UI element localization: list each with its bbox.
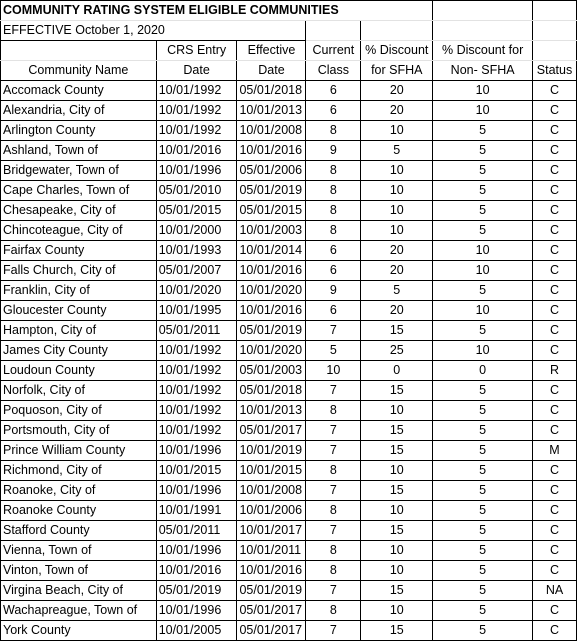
discount-non-sfha-cell: 5 bbox=[433, 201, 533, 221]
community-name-cell: Chesapeake, City of bbox=[1, 201, 157, 221]
current-class-cell: 5 bbox=[306, 341, 361, 361]
table-row bbox=[1, 581, 577, 601]
status-cell: C bbox=[533, 321, 577, 341]
discount-non-sfha-cell: 5 bbox=[433, 561, 533, 581]
effective-date-cell: 05/01/2017 bbox=[237, 621, 306, 641]
status-cell: C bbox=[533, 481, 577, 501]
effective-date-cell: 10/01/2020 bbox=[237, 341, 306, 361]
discount-non-sfha-cell: 10 bbox=[433, 301, 533, 321]
table-row bbox=[1, 161, 577, 181]
current-class-cell: 7 bbox=[306, 421, 361, 441]
discount-sfha-cell: 20 bbox=[361, 81, 433, 101]
discount-non-sfha-cell: 5 bbox=[433, 401, 533, 421]
discount-non-sfha-cell: 5 bbox=[433, 521, 533, 541]
crs-entry-date-cell: 10/01/1992 bbox=[156, 421, 237, 441]
discount-sfha-cell: 15 bbox=[361, 441, 433, 461]
table-row bbox=[1, 221, 577, 241]
effective-row-empty-cell bbox=[533, 21, 577, 41]
community-name-cell: Roanoke, City of bbox=[1, 481, 157, 501]
current-class-cell: 8 bbox=[306, 601, 361, 621]
table-row bbox=[1, 301, 577, 321]
crs-entry-date-cell: 10/01/2016 bbox=[156, 141, 237, 161]
community-name-cell: Vienna, Town of bbox=[1, 541, 157, 561]
header-community-name-line1 bbox=[1, 41, 157, 61]
discount-sfha-cell: 15 bbox=[361, 581, 433, 601]
table-row bbox=[1, 561, 577, 581]
current-class-cell: 9 bbox=[306, 281, 361, 301]
discount-sfha-cell: 10 bbox=[361, 181, 433, 201]
table-row bbox=[1, 341, 577, 361]
community-name-cell: Fairfax County bbox=[1, 241, 157, 261]
discount-sfha-cell: 20 bbox=[361, 261, 433, 281]
header-status-line1 bbox=[533, 41, 577, 61]
effective-date-cell: 10/01/2011 bbox=[237, 541, 306, 561]
status-cell: C bbox=[533, 401, 577, 421]
table-row bbox=[1, 261, 577, 281]
effective-date-text: EFFECTIVE October 1, 2020 bbox=[1, 21, 306, 41]
current-class-cell: 7 bbox=[306, 481, 361, 501]
status-cell: C bbox=[533, 341, 577, 361]
effective-date-cell: 10/01/2006 bbox=[237, 501, 306, 521]
effective-date-cell: 05/01/2015 bbox=[237, 201, 306, 221]
crs-entry-date-cell: 10/01/1995 bbox=[156, 301, 237, 321]
discount-non-sfha-cell: 5 bbox=[433, 621, 533, 641]
status-cell: C bbox=[533, 561, 577, 581]
crs-entry-date-cell: 05/01/2015 bbox=[156, 201, 237, 221]
crs-entry-date-cell: 10/01/1996 bbox=[156, 161, 237, 181]
header-discount-sfha-line1: % Discount bbox=[361, 41, 433, 61]
effective-date-cell: 05/01/2017 bbox=[237, 421, 306, 441]
discount-sfha-cell: 10 bbox=[361, 401, 433, 421]
crs-entry-date-cell: 10/01/1992 bbox=[156, 101, 237, 121]
community-name-cell: Hampton, City of bbox=[1, 321, 157, 341]
discount-non-sfha-cell: 5 bbox=[433, 601, 533, 621]
status-cell: C bbox=[533, 541, 577, 561]
crs-entry-date-cell: 10/01/1992 bbox=[156, 81, 237, 101]
current-class-cell: 9 bbox=[306, 141, 361, 161]
current-class-cell: 8 bbox=[306, 221, 361, 241]
discount-sfha-cell: 10 bbox=[361, 461, 433, 481]
header-effective-date-line1: Effective bbox=[237, 41, 306, 61]
crs-entry-date-cell: 10/01/1996 bbox=[156, 601, 237, 621]
community-name-cell: Stafford County bbox=[1, 521, 157, 541]
effective-row bbox=[1, 21, 577, 41]
current-class-cell: 8 bbox=[306, 121, 361, 141]
current-class-cell: 8 bbox=[306, 161, 361, 181]
discount-sfha-cell: 20 bbox=[361, 241, 433, 261]
community-name-cell: Chincoteague, City of bbox=[1, 221, 157, 241]
discount-non-sfha-cell: 0 bbox=[433, 361, 533, 381]
crs-entry-date-cell: 05/01/2007 bbox=[156, 261, 237, 281]
table-row bbox=[1, 501, 577, 521]
crs-entry-date-cell: 10/01/1996 bbox=[156, 441, 237, 461]
crs-entry-date-cell: 05/01/2011 bbox=[156, 321, 237, 341]
community-name-cell: Arlington County bbox=[1, 121, 157, 141]
crs-entry-date-cell: 10/01/1992 bbox=[156, 381, 237, 401]
crs-entry-date-cell: 10/01/2016 bbox=[156, 561, 237, 581]
crs-entry-date-cell: 10/01/1992 bbox=[156, 341, 237, 361]
table-row bbox=[1, 361, 577, 381]
effective-date-cell: 10/01/2019 bbox=[237, 441, 306, 461]
header-status-line2: Status bbox=[533, 61, 577, 81]
status-cell: C bbox=[533, 101, 577, 121]
header-crs-entry-date-line2: Date bbox=[156, 61, 237, 81]
table-row bbox=[1, 621, 577, 641]
status-cell: NA bbox=[533, 581, 577, 601]
header-community-name-line2: Community Name bbox=[1, 61, 157, 81]
sheet-title: COMMUNITY RATING SYSTEM ELIGIBLE COMMUNITIES bbox=[1, 1, 433, 21]
title-row-empty-cell bbox=[533, 1, 577, 21]
discount-sfha-cell: 10 bbox=[361, 221, 433, 241]
effective-date-cell: 10/01/2015 bbox=[237, 461, 306, 481]
status-cell: C bbox=[533, 201, 577, 221]
current-class-cell: 8 bbox=[306, 181, 361, 201]
table-row bbox=[1, 421, 577, 441]
discount-non-sfha-cell: 5 bbox=[433, 541, 533, 561]
crs-entry-date-cell: 05/01/2011 bbox=[156, 521, 237, 541]
discount-sfha-cell: 10 bbox=[361, 121, 433, 141]
effective-date-cell: 05/01/2019 bbox=[237, 581, 306, 601]
status-cell: C bbox=[533, 281, 577, 301]
discount-non-sfha-cell: 10 bbox=[433, 241, 533, 261]
community-name-cell: James City County bbox=[1, 341, 157, 361]
header-crs-entry-date-line1: CRS Entry bbox=[156, 41, 237, 61]
crs-entry-date-cell: 10/01/1992 bbox=[156, 361, 237, 381]
discount-sfha-cell: 10 bbox=[361, 601, 433, 621]
table-row bbox=[1, 401, 577, 421]
status-cell: C bbox=[533, 601, 577, 621]
crs-entry-date-cell: 10/01/1991 bbox=[156, 501, 237, 521]
community-name-cell: Richmond, City of bbox=[1, 461, 157, 481]
effective-date-cell: 05/01/2019 bbox=[237, 181, 306, 201]
status-cell: C bbox=[533, 121, 577, 141]
table-row bbox=[1, 601, 577, 621]
current-class-cell: 6 bbox=[306, 301, 361, 321]
table-row bbox=[1, 241, 577, 261]
effective-date-cell: 05/01/2018 bbox=[237, 81, 306, 101]
discount-sfha-cell: 20 bbox=[361, 101, 433, 121]
header-current-class-line1: Current bbox=[306, 41, 361, 61]
crs-entry-date-cell: 05/01/2010 bbox=[156, 181, 237, 201]
community-name-cell: Alexandria, City of bbox=[1, 101, 157, 121]
table-row bbox=[1, 441, 577, 461]
discount-non-sfha-cell: 5 bbox=[433, 221, 533, 241]
current-class-cell: 7 bbox=[306, 621, 361, 641]
effective-date-cell: 10/01/2016 bbox=[237, 301, 306, 321]
community-name-cell: Ashland, Town of bbox=[1, 141, 157, 161]
discount-non-sfha-cell: 5 bbox=[433, 161, 533, 181]
discount-sfha-cell: 10 bbox=[361, 561, 433, 581]
current-class-cell: 8 bbox=[306, 561, 361, 581]
effective-date-cell: 10/01/2003 bbox=[237, 221, 306, 241]
status-cell: C bbox=[533, 301, 577, 321]
effective-date-cell: 10/01/2016 bbox=[237, 261, 306, 281]
discount-sfha-cell: 15 bbox=[361, 321, 433, 341]
crs-entry-date-cell: 10/01/1996 bbox=[156, 481, 237, 501]
community-name-cell: York County bbox=[1, 621, 157, 641]
current-class-cell: 7 bbox=[306, 381, 361, 401]
table-row bbox=[1, 81, 577, 101]
current-class-cell: 8 bbox=[306, 201, 361, 221]
status-cell: C bbox=[533, 461, 577, 481]
discount-non-sfha-cell: 5 bbox=[433, 121, 533, 141]
current-class-cell: 6 bbox=[306, 101, 361, 121]
community-name-cell: Poquoson, City of bbox=[1, 401, 157, 421]
crs-entry-date-cell: 10/01/2000 bbox=[156, 221, 237, 241]
discount-non-sfha-cell: 5 bbox=[433, 281, 533, 301]
crs-entry-date-cell: 05/01/2019 bbox=[156, 581, 237, 601]
header-row-2 bbox=[1, 61, 577, 81]
status-cell: C bbox=[533, 501, 577, 521]
current-class-cell: 8 bbox=[306, 461, 361, 481]
current-class-cell: 8 bbox=[306, 401, 361, 421]
discount-sfha-cell: 15 bbox=[361, 421, 433, 441]
current-class-cell: 6 bbox=[306, 261, 361, 281]
status-cell: C bbox=[533, 261, 577, 281]
community-name-cell: Loudoun County bbox=[1, 361, 157, 381]
table-row bbox=[1, 141, 577, 161]
table-row bbox=[1, 101, 577, 121]
status-cell: C bbox=[533, 221, 577, 241]
header-effective-date-line2: Date bbox=[237, 61, 306, 81]
current-class-cell: 6 bbox=[306, 81, 361, 101]
discount-non-sfha-cell: 5 bbox=[433, 421, 533, 441]
discount-non-sfha-cell: 5 bbox=[433, 461, 533, 481]
effective-date-cell: 10/01/2013 bbox=[237, 101, 306, 121]
status-cell: C bbox=[533, 241, 577, 261]
crs-entry-date-cell: 10/01/2020 bbox=[156, 281, 237, 301]
table-row bbox=[1, 321, 577, 341]
community-name-cell: Franklin, City of bbox=[1, 281, 157, 301]
table-row bbox=[1, 201, 577, 221]
discount-sfha-cell: 15 bbox=[361, 521, 433, 541]
effective-date-cell: 05/01/2017 bbox=[237, 601, 306, 621]
crs-entry-date-cell: 10/01/1992 bbox=[156, 401, 237, 421]
header-discount-non-sfha-line2: Non- SFHA bbox=[433, 61, 533, 81]
effective-date-cell: 10/01/2008 bbox=[237, 481, 306, 501]
status-cell: C bbox=[533, 181, 577, 201]
crs-entry-date-cell: 10/01/1996 bbox=[156, 541, 237, 561]
discount-non-sfha-cell: 5 bbox=[433, 381, 533, 401]
effective-date-cell: 10/01/2013 bbox=[237, 401, 306, 421]
discount-non-sfha-cell: 10 bbox=[433, 341, 533, 361]
effective-date-cell: 10/01/2016 bbox=[237, 141, 306, 161]
discount-non-sfha-cell: 5 bbox=[433, 481, 533, 501]
current-class-cell: 7 bbox=[306, 581, 361, 601]
table-row bbox=[1, 181, 577, 201]
discount-non-sfha-cell: 10 bbox=[433, 81, 533, 101]
crs-entry-date-cell: 10/01/2005 bbox=[156, 621, 237, 641]
table-row bbox=[1, 121, 577, 141]
effective-row-empty-cell bbox=[306, 21, 361, 41]
status-cell: M bbox=[533, 441, 577, 461]
header-row-1 bbox=[1, 41, 577, 61]
discount-sfha-cell: 25 bbox=[361, 341, 433, 361]
discount-sfha-cell: 15 bbox=[361, 621, 433, 641]
crs-entry-date-cell: 10/01/2015 bbox=[156, 461, 237, 481]
current-class-cell: 7 bbox=[306, 321, 361, 341]
discount-sfha-cell: 10 bbox=[361, 541, 433, 561]
community-name-cell: Gloucester County bbox=[1, 301, 157, 321]
current-class-cell: 7 bbox=[306, 441, 361, 461]
effective-date-cell: 10/01/2020 bbox=[237, 281, 306, 301]
header-discount-non-sfha-line1: % Discount for bbox=[433, 41, 533, 61]
community-name-cell: Wachapreague, Town of bbox=[1, 601, 157, 621]
community-name-cell: Prince William County bbox=[1, 441, 157, 461]
effective-row-empty-cell bbox=[433, 21, 533, 41]
discount-sfha-cell: 5 bbox=[361, 141, 433, 161]
effective-date-cell: 05/01/2006 bbox=[237, 161, 306, 181]
status-cell: R bbox=[533, 361, 577, 381]
status-cell: C bbox=[533, 521, 577, 541]
discount-non-sfha-cell: 5 bbox=[433, 441, 533, 461]
title-row bbox=[1, 1, 577, 21]
header-current-class-line2: Class bbox=[306, 61, 361, 81]
effective-date-cell: 05/01/2003 bbox=[237, 361, 306, 381]
community-name-cell: Vinton, Town of bbox=[1, 561, 157, 581]
current-class-cell: 10 bbox=[306, 361, 361, 381]
effective-date-cell: 05/01/2019 bbox=[237, 321, 306, 341]
community-name-cell: Portsmouth, City of bbox=[1, 421, 157, 441]
table-row bbox=[1, 481, 577, 501]
discount-non-sfha-cell: 5 bbox=[433, 581, 533, 601]
community-name-cell: Bridgewater, Town of bbox=[1, 161, 157, 181]
table-row bbox=[1, 281, 577, 301]
community-name-cell: Norfolk, City of bbox=[1, 381, 157, 401]
discount-non-sfha-cell: 5 bbox=[433, 321, 533, 341]
community-name-cell: Cape Charles, Town of bbox=[1, 181, 157, 201]
current-class-cell: 6 bbox=[306, 241, 361, 261]
status-cell: C bbox=[533, 621, 577, 641]
discount-sfha-cell: 0 bbox=[361, 361, 433, 381]
discount-sfha-cell: 5 bbox=[361, 281, 433, 301]
current-class-cell: 8 bbox=[306, 501, 361, 521]
crs-entry-date-cell: 10/01/1992 bbox=[156, 121, 237, 141]
discount-non-sfha-cell: 10 bbox=[433, 261, 533, 281]
discount-sfha-cell: 15 bbox=[361, 381, 433, 401]
effective-date-cell: 10/01/2014 bbox=[237, 241, 306, 261]
status-cell: C bbox=[533, 81, 577, 101]
crs-entry-date-cell: 10/01/1993 bbox=[156, 241, 237, 261]
discount-sfha-cell: 20 bbox=[361, 301, 433, 321]
discount-non-sfha-cell: 5 bbox=[433, 141, 533, 161]
table-row bbox=[1, 541, 577, 561]
effective-date-cell: 10/01/2016 bbox=[237, 561, 306, 581]
table-row bbox=[1, 521, 577, 541]
community-name-cell: Virgina Beach, City of bbox=[1, 581, 157, 601]
status-cell: C bbox=[533, 161, 577, 181]
community-name-cell: Falls Church, City of bbox=[1, 261, 157, 281]
discount-non-sfha-cell: 5 bbox=[433, 501, 533, 521]
discount-sfha-cell: 10 bbox=[361, 501, 433, 521]
status-cell: C bbox=[533, 381, 577, 401]
table-row bbox=[1, 461, 577, 481]
effective-row-empty-cell bbox=[361, 21, 433, 41]
discount-sfha-cell: 10 bbox=[361, 161, 433, 181]
table-row bbox=[1, 381, 577, 401]
discount-non-sfha-cell: 10 bbox=[433, 101, 533, 121]
discount-non-sfha-cell: 5 bbox=[433, 181, 533, 201]
effective-date-cell: 10/01/2008 bbox=[237, 121, 306, 141]
effective-date-cell: 10/01/2017 bbox=[237, 521, 306, 541]
status-cell: C bbox=[533, 141, 577, 161]
current-class-cell: 8 bbox=[306, 541, 361, 561]
community-name-cell: Roanoke County bbox=[1, 501, 157, 521]
status-cell: C bbox=[533, 421, 577, 441]
effective-date-cell: 05/01/2018 bbox=[237, 381, 306, 401]
discount-sfha-cell: 10 bbox=[361, 201, 433, 221]
discount-sfha-cell: 15 bbox=[361, 481, 433, 501]
title-row-empty-cell bbox=[433, 1, 533, 21]
current-class-cell: 7 bbox=[306, 521, 361, 541]
community-name-cell: Accomack County bbox=[1, 81, 157, 101]
header-discount-sfha-line2: for SFHA bbox=[361, 61, 433, 81]
